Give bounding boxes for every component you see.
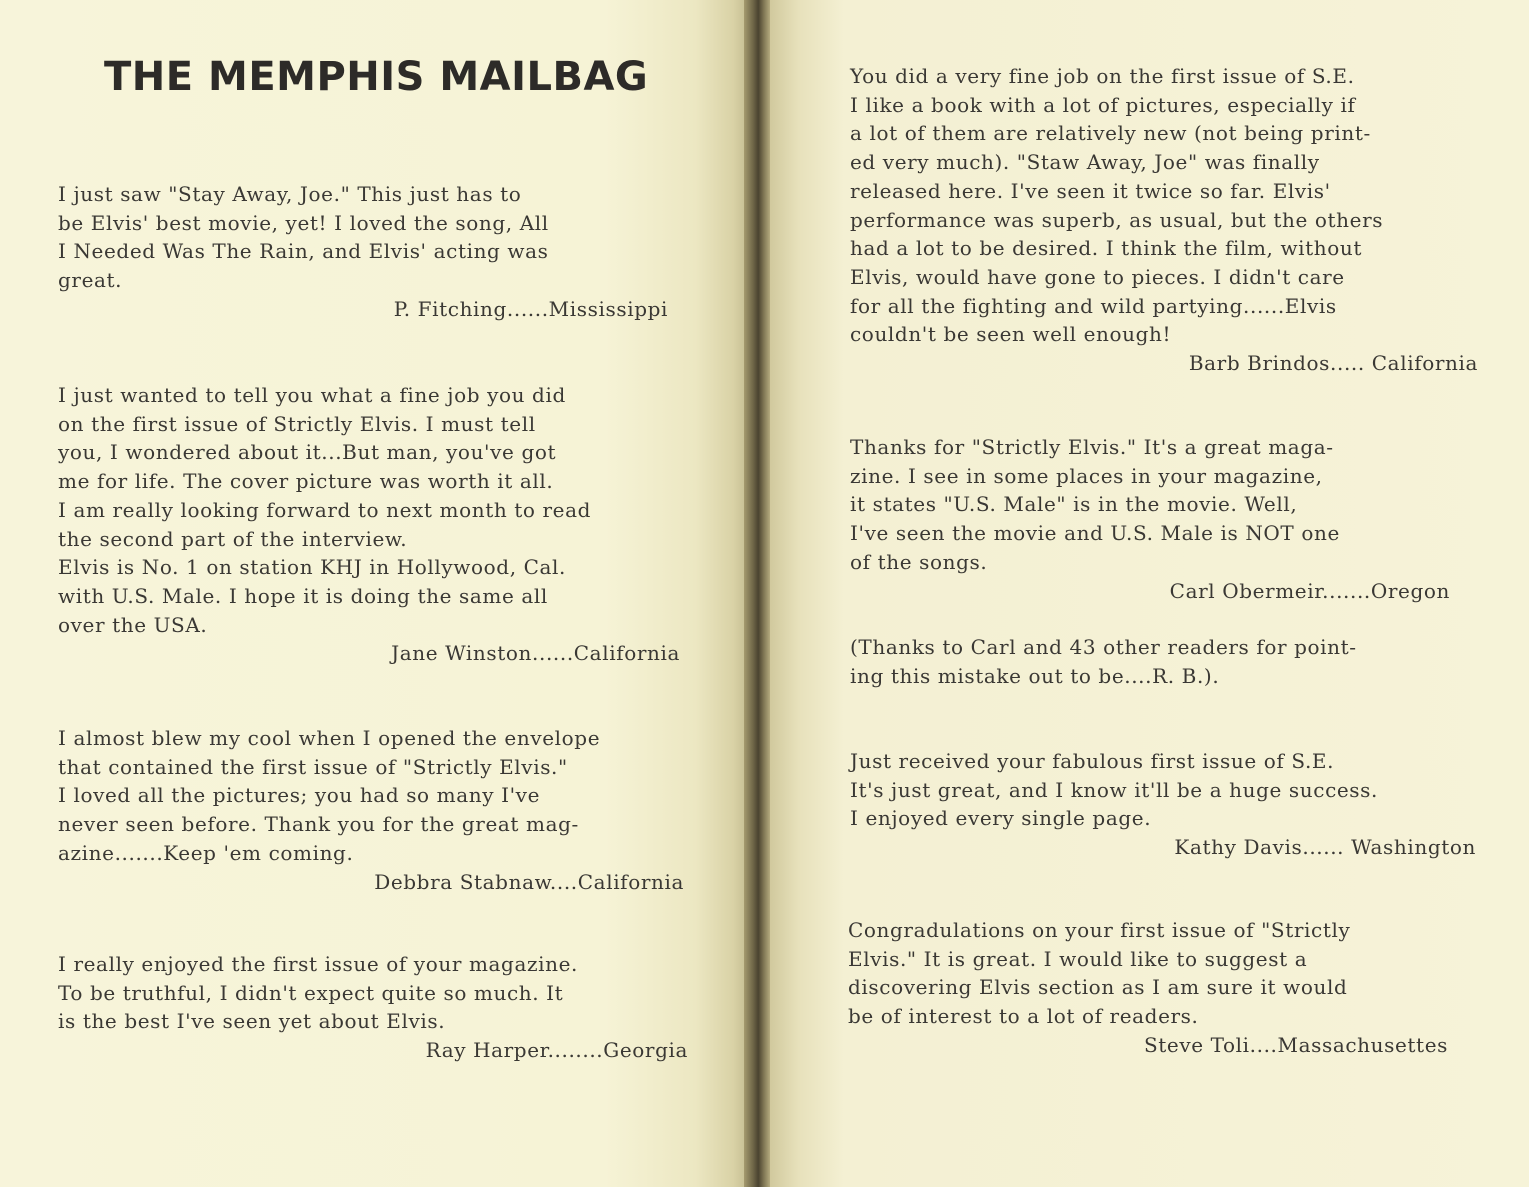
letter-signature: Barb Brindos..... California — [1188, 351, 1478, 376]
letter-line: azine.......Keep 'em coming. — [58, 840, 354, 865]
letter-line: for all the fighting and wild partying......Elvis — [850, 293, 1337, 318]
letter-line: I am really looking forward to next month to read — [58, 497, 592, 522]
letter-line: To be truthful, I didn't expect quite so much. It — [58, 980, 564, 1005]
letter-line: I almost blew my cool when I opened the envelope — [58, 726, 601, 750]
letter-line: that contained the first issue of "Strictly Elvis." — [58, 754, 568, 779]
letter-line: I loved all the pictures; you had so many I've — [58, 783, 541, 808]
letter-line: I like a book with a lot of pictures, especially if — [850, 92, 1356, 117]
letter-line: couldn't be seen well enough! — [850, 322, 1172, 347]
letter-line: ed very much). "Staw Away, Joe" was finally — [850, 150, 1320, 175]
letter-line: on the first issue of Strictly Elvis. I must tell — [58, 411, 536, 436]
letter-line: zine. I see in some places in your magazine, — [850, 463, 1323, 488]
letter — [850, 433, 1450, 605]
letter-line: ing this mistake out to be....R. B.). — [850, 663, 1220, 688]
letter-line: a lot of them are relatively new (not being print- — [850, 121, 1371, 146]
letter-line: I just wanted to tell you what a fine job you did — [58, 383, 566, 407]
letter-line: I've seen the movie and U.S. Male is NOT one — [850, 521, 1340, 546]
letter-line: of the songs. — [850, 549, 988, 574]
book-gutter — [744, 0, 770, 1187]
letter-line: I really enjoyed the first issue of your magazine. — [58, 952, 578, 976]
letter-line: the second part of the interview. — [58, 526, 408, 551]
letter-line: with U.S. Male. I hope it is doing the same all — [58, 583, 548, 608]
letter — [58, 724, 684, 896]
letter-signature: Carl Obermeir.......Oregon — [1169, 578, 1450, 603]
letter — [58, 180, 668, 324]
letter-line: Thanks for "Strictly Elvis." It's a great maga- — [850, 435, 1334, 459]
letter-line: Just received your fabulous first issue of S.E. — [850, 749, 1335, 773]
letter — [58, 950, 688, 1065]
letter — [850, 747, 1476, 862]
letter-signature: Ray Harper........Georgia — [425, 1038, 688, 1063]
letter-line: performance was superb, as usual, but the others — [850, 207, 1384, 232]
letter — [58, 381, 680, 668]
letter-signature: Debbra Stabnaw....California — [374, 869, 684, 894]
letter-line: had a lot to be desired. I think the film, without — [850, 236, 1363, 261]
letter-line: Elvis, would have gone to pieces. I didn't care — [850, 264, 1345, 289]
letter-line: Elvis." It is great. I would like to suggest a — [848, 946, 1308, 971]
letter-signature: P. Fitching......Mississippi — [393, 296, 668, 321]
letter-line: be Elvis' best movie, yet! I loved the song, All — [58, 210, 549, 235]
letter-line: It's just great, and I know it'll be a huge success. — [850, 777, 1378, 802]
letter-line: great. — [58, 268, 123, 293]
page-title: THE MEMPHIS MAILBAG — [104, 54, 649, 100]
letter-line: Elvis is No. 1 on station KHJ in Hollywood, Cal. — [58, 555, 566, 580]
letter-line: it states "U.S. Male" is in the movie. Well, — [850, 492, 1298, 517]
letter-line: I just saw "Stay Away, Joe." This just has to — [58, 182, 522, 206]
letter-line: over the USA. — [58, 612, 208, 637]
letter-line: released here. I've seen it twice so far. Elvis' — [850, 178, 1331, 203]
letter-line: You did a very fine job on the first issue of S.E. — [850, 64, 1355, 88]
letter — [850, 62, 1478, 378]
letter-line: Congradulations on your first issue of "Strictly — [848, 918, 1351, 942]
letter-line: be of interest to a lot of readers. — [848, 1004, 1199, 1029]
editor-note — [850, 633, 1450, 690]
letter-line: I Needed Was The Rain, and Elvis' acting was — [58, 239, 549, 264]
letter-signature: Jane Winston......California — [391, 641, 680, 666]
letter-line: discovering Elvis section as I am sure it would — [848, 975, 1348, 1000]
letter-line: I enjoyed every single page. — [850, 806, 1152, 831]
letter-line: me for life. The cover picture was worth it all. — [58, 469, 554, 494]
letter — [848, 916, 1448, 1060]
letter-line: never seen before. Thank you for the great mag- — [58, 812, 579, 837]
letter-signature: Kathy Davis...... Washington — [1174, 835, 1476, 860]
letter-line: is the best I've seen yet about Elvis. — [58, 1009, 446, 1034]
letter-signature: Steve Toli....Massachusettes — [1143, 1032, 1448, 1057]
letter-line: (Thanks to Carl and 43 other readers for point- — [850, 635, 1357, 659]
letter-line: you, I wondered about it...But man, you've got — [58, 440, 557, 465]
